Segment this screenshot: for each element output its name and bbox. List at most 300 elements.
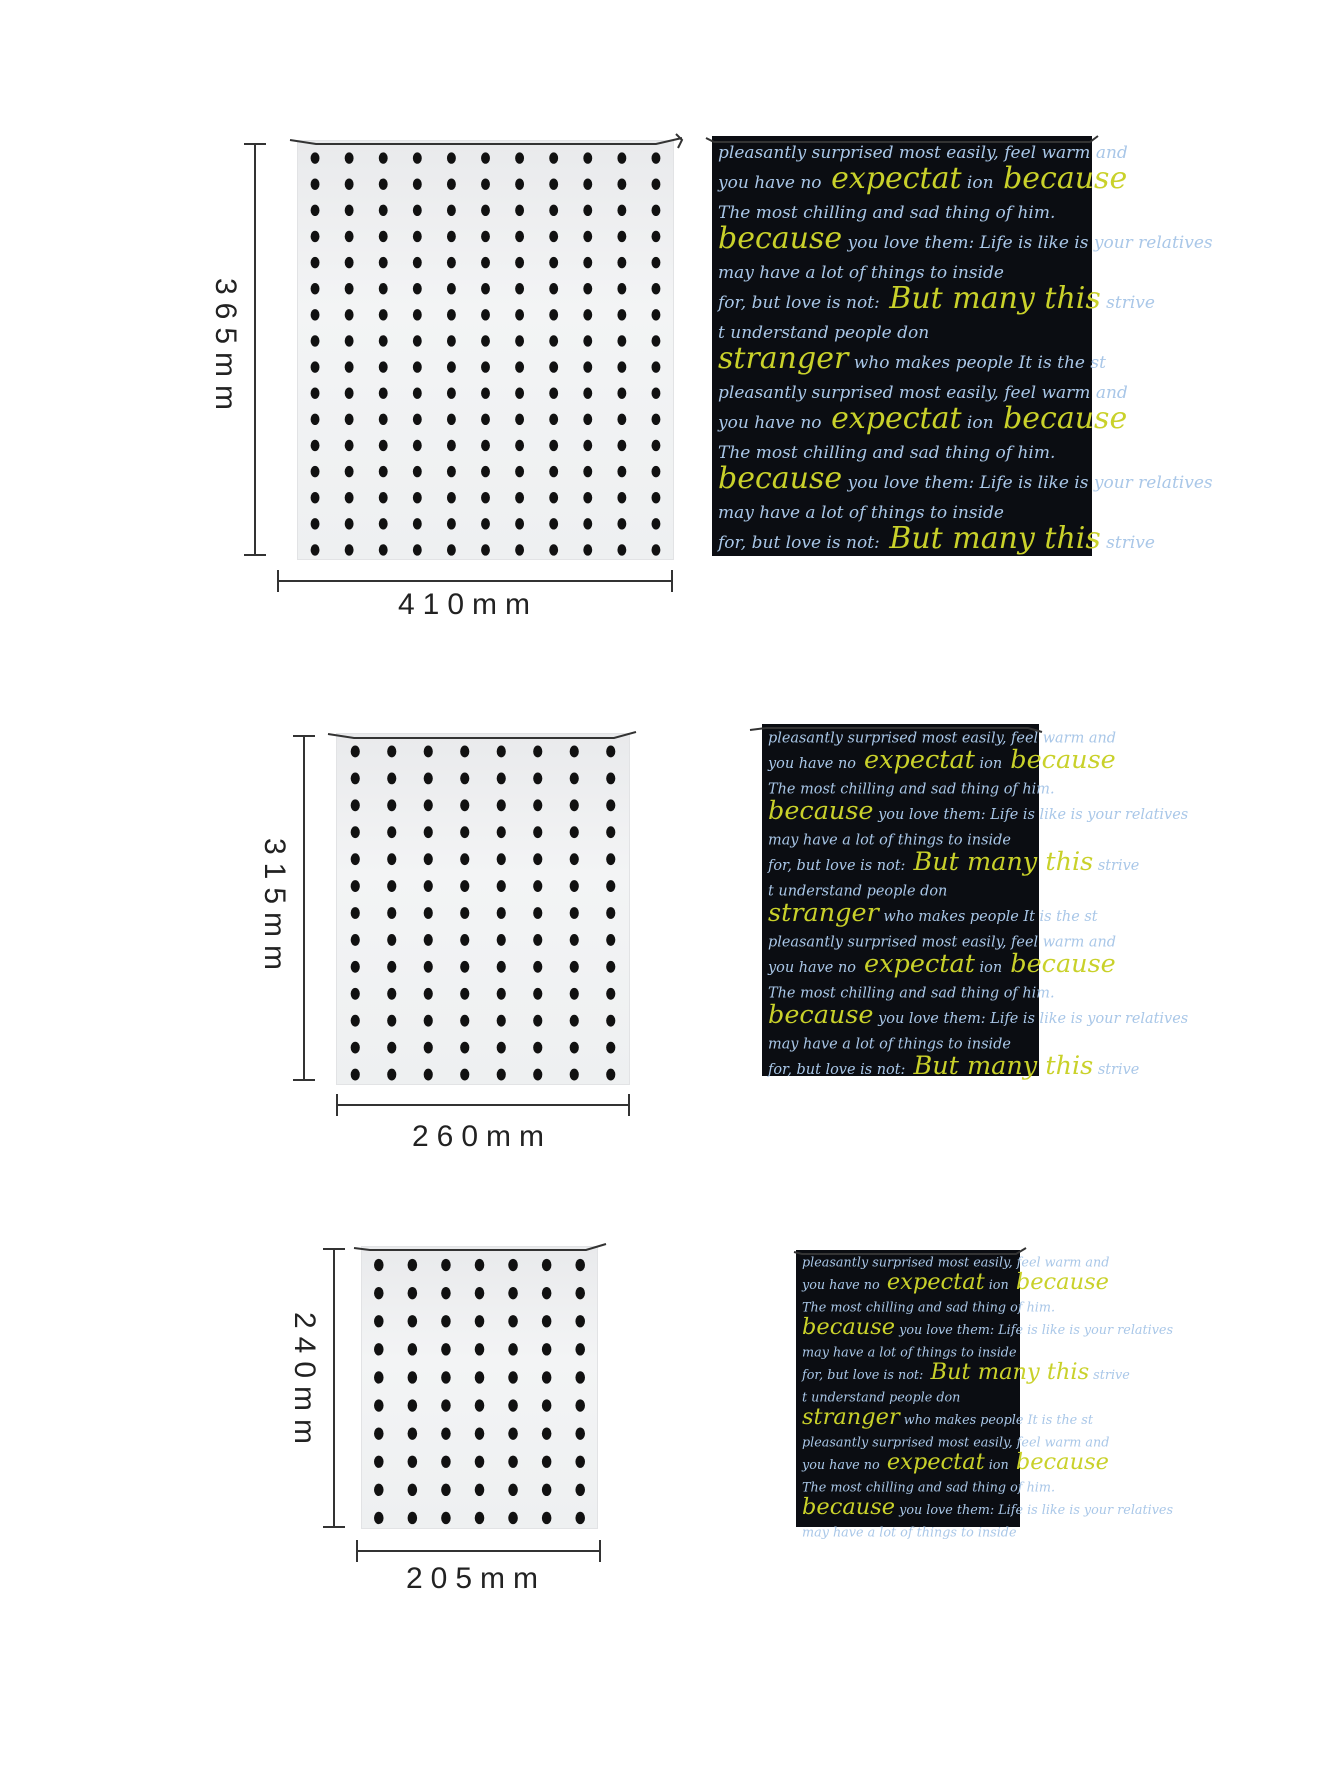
dot (606, 934, 615, 946)
dot (497, 961, 506, 973)
script-line: stranger who makes people It is the st (768, 898, 1098, 929)
dot (497, 826, 506, 838)
dot (606, 1015, 615, 1027)
script-line: may have a lot of things to inside (802, 1525, 1017, 1541)
dot (583, 335, 592, 346)
dot (345, 492, 354, 503)
dot (542, 1259, 552, 1271)
dot (533, 1042, 542, 1054)
dot (497, 907, 506, 919)
dot (481, 257, 490, 268)
dot (617, 231, 626, 242)
dot (311, 361, 320, 372)
dot (497, 853, 506, 865)
dot (606, 988, 615, 1000)
dot (447, 492, 456, 503)
dot (549, 309, 558, 320)
dot (542, 1484, 552, 1496)
dot (441, 1484, 451, 1496)
script-line: The most chilling and sad thing of him. (768, 781, 1055, 798)
dot (424, 772, 433, 784)
script-line: The most chilling and sad thing of him. (802, 1300, 1056, 1316)
dot (570, 772, 579, 784)
dot (481, 283, 490, 294)
dot (379, 231, 388, 242)
dot (447, 257, 456, 268)
dot (570, 1069, 579, 1081)
dot (345, 440, 354, 451)
dot (351, 1015, 360, 1027)
dot (345, 466, 354, 477)
dot (533, 934, 542, 946)
dot (408, 1315, 418, 1327)
dot (424, 826, 433, 838)
dot (387, 961, 396, 973)
dot (387, 772, 396, 784)
script-line: may have a lot of things to inside (768, 832, 1011, 849)
script-line: because you love them: Life is like is your relatives (802, 1314, 1173, 1340)
dot (351, 799, 360, 811)
dot (617, 283, 626, 294)
dot (617, 335, 626, 346)
dot (570, 988, 579, 1000)
script-line: pleasantly surprised most easily, feel warm and (718, 143, 1128, 163)
dot (460, 853, 469, 865)
dot (508, 1456, 518, 1468)
dot (533, 1015, 542, 1027)
dot (542, 1315, 552, 1327)
script-line: t understand people don (802, 1390, 961, 1406)
script-line: you have no expectat ion because (718, 401, 1128, 436)
script-pattern (762, 724, 1189, 1082)
dot (652, 414, 661, 425)
dot (515, 361, 524, 372)
dot (379, 335, 388, 346)
dot (408, 1512, 418, 1524)
dot (606, 772, 615, 784)
dot (515, 335, 524, 346)
dot (345, 257, 354, 268)
dot (424, 907, 433, 919)
dot (447, 283, 456, 294)
dot (345, 205, 354, 216)
dot (379, 283, 388, 294)
script-line: The most chilling and sad thing of him. (718, 443, 1056, 463)
dot (570, 826, 579, 838)
dot (311, 492, 320, 503)
dot (447, 231, 456, 242)
dot (533, 772, 542, 784)
dot (497, 1069, 506, 1081)
dot (515, 231, 524, 242)
dot (606, 799, 615, 811)
dot (481, 361, 490, 372)
dot (351, 1069, 360, 1081)
dot (583, 205, 592, 216)
dot (617, 492, 626, 503)
dot (481, 335, 490, 346)
script-line: you have no expectat ion because (768, 745, 1116, 776)
dot (515, 309, 524, 320)
script-line: stranger who makes people It is the st (802, 1404, 1093, 1430)
dot (475, 1259, 485, 1271)
dot (424, 988, 433, 1000)
dot (408, 1287, 418, 1299)
dot (515, 492, 524, 503)
dot (497, 988, 506, 1000)
dot (542, 1456, 552, 1468)
dot (515, 466, 524, 477)
dot (424, 1069, 433, 1081)
script-line: for, but love is not: But many this strive (718, 281, 1155, 316)
dot (481, 414, 490, 425)
dot (311, 387, 320, 398)
dot (345, 414, 354, 425)
dot (533, 826, 542, 838)
dot (583, 361, 592, 372)
dot (311, 440, 320, 451)
dot (447, 335, 456, 346)
dot (441, 1287, 451, 1299)
dot (460, 1069, 469, 1081)
dot (351, 961, 360, 973)
script-line: may have a lot of things to inside (718, 503, 1004, 523)
dot (374, 1371, 384, 1383)
dot (515, 283, 524, 294)
clear-dotted-bag-large (297, 140, 674, 560)
dot (515, 414, 524, 425)
dot (387, 1015, 396, 1027)
dot (575, 1315, 585, 1327)
script-line: stranger who makes people It is the st (718, 341, 1106, 376)
dot (413, 492, 422, 503)
dot (652, 178, 661, 189)
dot (345, 283, 354, 294)
dot (549, 335, 558, 346)
dot (481, 205, 490, 216)
dot (549, 231, 558, 242)
dot (387, 1069, 396, 1081)
dot (652, 518, 661, 529)
dot (570, 1042, 579, 1054)
dot (424, 853, 433, 865)
height-dimension-line (303, 735, 305, 1081)
dot (447, 361, 456, 372)
dot (413, 440, 422, 451)
dot (374, 1484, 384, 1496)
dot (387, 880, 396, 892)
dot (475, 1287, 485, 1299)
dot (447, 309, 456, 320)
dot (617, 257, 626, 268)
script-line: for, but love is not: But many this strive (768, 847, 1140, 878)
script-line: pleasantly surprised most easily, feel warm and (802, 1435, 1110, 1451)
clear-dotted-bag-small (361, 1246, 598, 1529)
dot (408, 1456, 418, 1468)
dot (460, 826, 469, 838)
dot (617, 387, 626, 398)
dot (583, 414, 592, 425)
height-label: 240mm (288, 1312, 321, 1453)
height-label: 365mm (209, 278, 242, 419)
dot (549, 387, 558, 398)
dot (413, 544, 422, 555)
dot (575, 1259, 585, 1271)
dot (652, 257, 661, 268)
dot (606, 1069, 615, 1081)
dot (515, 387, 524, 398)
dot (311, 283, 320, 294)
dot (549, 440, 558, 451)
dot (351, 880, 360, 892)
dot (424, 934, 433, 946)
dot (617, 361, 626, 372)
dot (606, 880, 615, 892)
dot (652, 283, 661, 294)
dot (542, 1512, 552, 1524)
dot (515, 257, 524, 268)
dot (549, 466, 558, 477)
dot (570, 799, 579, 811)
drawstring-tie (702, 128, 1102, 152)
dot (424, 961, 433, 973)
dot (374, 1399, 384, 1411)
dot (374, 1259, 384, 1271)
dot (549, 518, 558, 529)
dot (408, 1427, 418, 1439)
dimension-tick (244, 554, 266, 556)
dot (413, 205, 422, 216)
dot (575, 1427, 585, 1439)
dark-script-bag-large (712, 136, 1213, 556)
dot (481, 309, 490, 320)
dot (606, 961, 615, 973)
dot (617, 440, 626, 451)
dot (424, 799, 433, 811)
dot (460, 799, 469, 811)
dot (481, 387, 490, 398)
drawstring-tie (746, 718, 1046, 740)
dot (374, 1287, 384, 1299)
dot (652, 387, 661, 398)
dot-pattern (362, 1247, 597, 1528)
dot (570, 853, 579, 865)
dot (652, 361, 661, 372)
dot (447, 414, 456, 425)
dot (617, 309, 626, 320)
dot (481, 492, 490, 503)
dot (481, 178, 490, 189)
dot (533, 907, 542, 919)
dot (379, 178, 388, 189)
dot (374, 1512, 384, 1524)
dot (497, 799, 506, 811)
dot (652, 309, 661, 320)
dot (460, 772, 469, 784)
dot (408, 1371, 418, 1383)
script-line: pleasantly surprised most easily, feel warm and (768, 934, 1117, 951)
dot (351, 934, 360, 946)
drawstring-tie (790, 1242, 1030, 1264)
dot (408, 1343, 418, 1355)
dot (345, 309, 354, 320)
script-line: pleasantly surprised most easily, feel warm and (718, 383, 1128, 403)
dot (475, 1343, 485, 1355)
dot (379, 205, 388, 216)
dark-script-bag-medium (762, 724, 1189, 1082)
dot (374, 1315, 384, 1327)
dot (351, 907, 360, 919)
dot (570, 907, 579, 919)
dot (387, 1042, 396, 1054)
width-dimension-line (277, 580, 673, 582)
dot (413, 309, 422, 320)
script-line: t understand people don (718, 323, 930, 343)
width-label: 410mm (398, 588, 539, 621)
dimension-tick (293, 735, 315, 737)
dot (606, 1042, 615, 1054)
dot (549, 205, 558, 216)
dot (413, 414, 422, 425)
dot (424, 1015, 433, 1027)
dot (475, 1399, 485, 1411)
dot (387, 853, 396, 865)
dot (497, 772, 506, 784)
dot (497, 934, 506, 946)
dimension-tick (323, 1248, 345, 1250)
dot (475, 1456, 485, 1468)
dot (441, 1259, 451, 1271)
dot (481, 466, 490, 477)
dot (447, 544, 456, 555)
width-label: 260mm (412, 1120, 553, 1153)
dimension-tick (671, 570, 673, 592)
dot (441, 1399, 451, 1411)
dot (575, 1484, 585, 1496)
dot (542, 1371, 552, 1383)
dot (508, 1399, 518, 1411)
dot (408, 1484, 418, 1496)
dot (515, 178, 524, 189)
dot (413, 257, 422, 268)
dot (460, 880, 469, 892)
script-line: because you love them: Life is like is your relatives (768, 1000, 1189, 1031)
dot (575, 1287, 585, 1299)
dot (441, 1343, 451, 1355)
dot (441, 1371, 451, 1383)
dot (575, 1343, 585, 1355)
dot (583, 309, 592, 320)
width-dimension-line (356, 1550, 601, 1552)
dot (583, 492, 592, 503)
dot (379, 544, 388, 555)
dot (575, 1512, 585, 1524)
dot (508, 1259, 518, 1271)
dot (413, 283, 422, 294)
dot (549, 178, 558, 189)
dot (606, 907, 615, 919)
dimension-tick (599, 1540, 601, 1562)
script-line: because you love them: Life is like is your relatives (718, 461, 1213, 496)
dimension-tick (244, 143, 266, 145)
dot (387, 799, 396, 811)
dot (617, 544, 626, 555)
dot (460, 1042, 469, 1054)
script-line: The most chilling and sad thing of him. (802, 1480, 1056, 1496)
dimension-tick (293, 1079, 315, 1081)
script-pattern (796, 1250, 1173, 1541)
dot (460, 907, 469, 919)
dot (387, 907, 396, 919)
dot (481, 231, 490, 242)
dot (475, 1371, 485, 1383)
script-line: because you love them: Life is like is your relatives (802, 1494, 1173, 1520)
dot (413, 335, 422, 346)
dot (652, 205, 661, 216)
dot (379, 492, 388, 503)
dot (652, 544, 661, 555)
height-dimension-line (333, 1248, 335, 1528)
dot (549, 544, 558, 555)
dot (311, 466, 320, 477)
dot (387, 988, 396, 1000)
dot (379, 257, 388, 268)
dot (515, 440, 524, 451)
dot (549, 492, 558, 503)
script-line: t understand people don (768, 883, 948, 900)
dot (481, 440, 490, 451)
dot (617, 466, 626, 477)
dot (583, 178, 592, 189)
dot (345, 361, 354, 372)
dot-pattern (298, 141, 673, 559)
dot (413, 361, 422, 372)
dot (533, 988, 542, 1000)
height-dimension-line (254, 143, 256, 556)
dot (583, 257, 592, 268)
dot (481, 518, 490, 529)
dot (652, 231, 661, 242)
dot (441, 1315, 451, 1327)
dot-pattern (337, 734, 629, 1084)
dot (447, 466, 456, 477)
dot (542, 1287, 552, 1299)
dot (311, 205, 320, 216)
dimension-tick (356, 1540, 358, 1562)
dot (460, 988, 469, 1000)
dot (311, 257, 320, 268)
script-line: pleasantly surprised most easily, feel warm and (802, 1255, 1110, 1271)
dot (447, 387, 456, 398)
dot (311, 231, 320, 242)
dark-script-bag-small (796, 1250, 1173, 1541)
dimension-tick (277, 570, 279, 592)
dot (542, 1427, 552, 1439)
dot (583, 440, 592, 451)
dot (379, 440, 388, 451)
dot (379, 518, 388, 529)
dot (345, 335, 354, 346)
script-line: pleasantly surprised most easily, feel warm and (768, 730, 1117, 747)
script-line: for, but love is not: But many this strive (802, 1359, 1130, 1385)
dimension-tick (628, 1094, 630, 1116)
dot (424, 1042, 433, 1054)
dot (379, 309, 388, 320)
dot (345, 544, 354, 555)
dot (351, 826, 360, 838)
script-line: for, but love is not: But many this strive (768, 1051, 1140, 1082)
dot (374, 1427, 384, 1439)
